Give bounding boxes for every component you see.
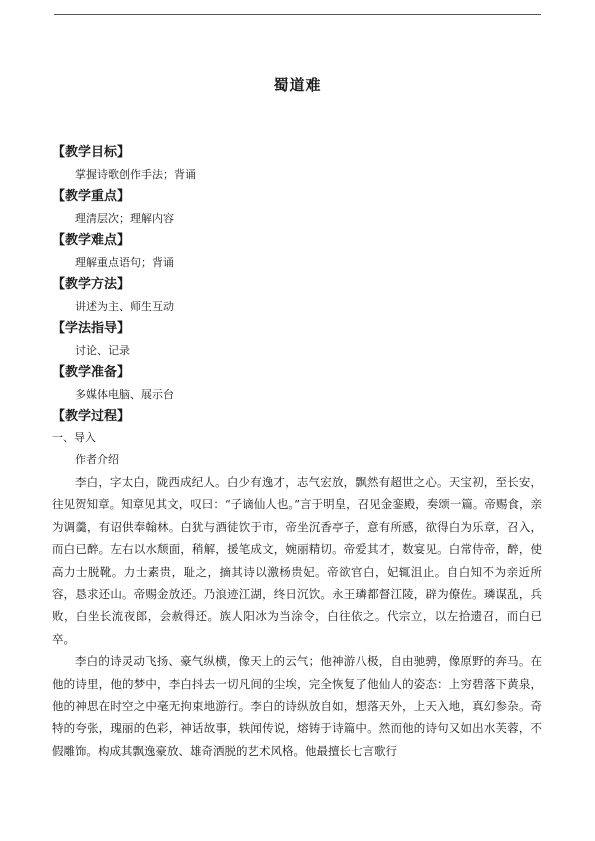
- section-body-key-points: 理清层次；理解内容: [75, 212, 174, 225]
- paragraph-author-bio: 李白，字太白，陇西成纪人。白少有逸才，志气宏放，飘然有超世之心。天宝初，至长安，往见贺知章。知章见其文，叹曰：“子谪仙人也。”言于明皇，召见金銮殿，奏颂一篇。帝赐食，亲为调羹，有诏供奉翰林。白犹与酒徒饮于市，帝坐沉香亭子，意有所感，欲得白为乐章，召入，而白已醉。左右以水颓面，稍解，援笔成文，婉丽精切。帝爱其才，数宴见。白常侍帝，醉，使高力士脱靴。力士素贵，耻之，摘其诗以激杨贵妃。帝欲官白，妃辄沮止。自白知不为亲近所容，恳求还山。帝赐金放还。乃浪迹江湖，终日沉饮。永王璘都督江陵，辟为僚佐。璘谋乱，兵败，白坐长流夜郎，会赦得还。族人阳冰为当涂令，白往依之。代宗立，以左拾遗召，而白已卒。: [52, 475, 542, 646]
- lesson-sections: [52, 142, 542, 428]
- section-heading-preparation: 【教学准备】: [52, 365, 131, 380]
- section-heading-methods: 【教学方法】: [52, 277, 131, 292]
- document-title: 蜀道难: [273, 76, 322, 94]
- process-subheading: 作者介绍: [75, 453, 119, 466]
- section-heading-difficulties: 【教学难点】: [52, 233, 131, 248]
- section-body-difficulties: 理解重点语句；背诵: [75, 256, 174, 269]
- section-heading-study-guide: 【学法指导】: [52, 321, 131, 336]
- section-heading-process: 【教学过程】: [52, 409, 131, 424]
- section-body-methods: 讲述为主、师生互动: [75, 300, 174, 313]
- section-body-objectives: 掌握诗歌创作手法；背诵: [75, 168, 196, 181]
- section-body-study-guide: 讨论、记录: [75, 344, 130, 357]
- teaching-process: [52, 427, 542, 762]
- header-rule: [54, 14, 541, 15]
- paragraph-poetry-style: 李白的诗灵动飞扬、豪气纵横，像天上的云气；他神游八极，自由驰骋，像原野的奔马。在他的诗里，他的梦中，李白抖去一切凡间的尘埃，完全恢复了他仙人的姿态：上穷碧落下黄泉，他的神思在时空之中毫无拘束地游行。李白的诗纵放自如，想落天外，上天入地，真幻参杂。奇特的夸张，瑰丽的色彩，神话故事，轶闻传说，熔铸于诗篇中。然而他的诗句又如出水芙蓉，不假雕饰。构成其飘逸豪放、雄奇洒脱的艺术风格。他最擅长七言歌行: [52, 654, 542, 758]
- section-heading-objectives: 【教学目标】: [52, 145, 131, 160]
- section-body-preparation: 多媒体电脑、展示台: [75, 388, 174, 401]
- section-heading-key-points: 【教学重点】: [52, 189, 131, 204]
- process-step: 一、导入: [52, 431, 96, 444]
